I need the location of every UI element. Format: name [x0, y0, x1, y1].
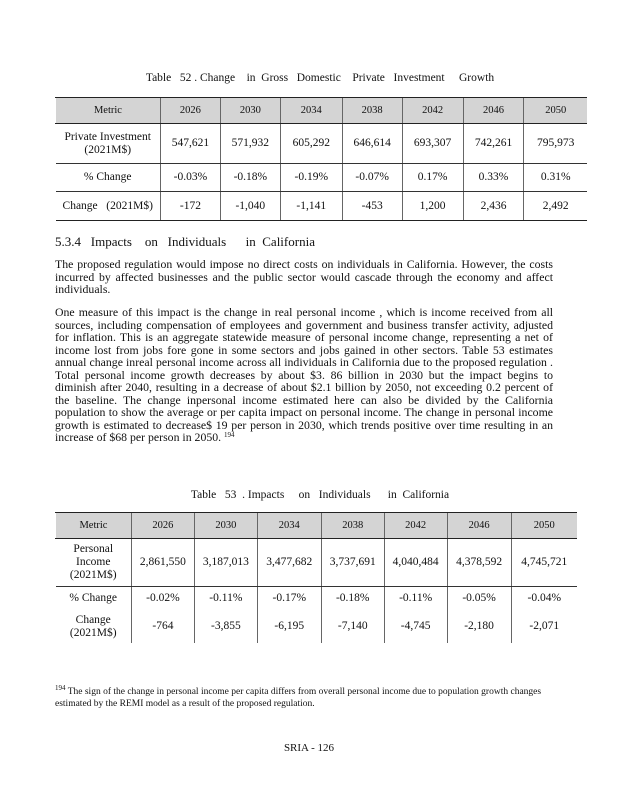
table52-header-2046: 2046: [463, 98, 524, 124]
table-cell: 0.31%: [524, 164, 587, 192]
row-label: Change (2021M$): [56, 192, 161, 221]
table-cell: 2,861,550: [131, 539, 194, 587]
table-cell: -764: [131, 611, 194, 643]
table-cell: -172: [160, 192, 220, 221]
footnote-ref: 194: [224, 431, 235, 439]
table-cell: 571,932: [220, 124, 280, 164]
table53-header-2038: 2038: [321, 513, 384, 539]
table-row: [56, 587, 578, 611]
row-label: % Change: [69, 592, 118, 605]
table-row: [56, 192, 588, 221]
footnote-number: 194: [55, 684, 66, 692]
table52-header-2026: 2026: [160, 98, 220, 124]
table52-header-metric: Metric: [56, 98, 161, 124]
table-cell: -0.18%: [220, 164, 280, 192]
table52-header-2030: 2030: [220, 98, 280, 124]
table52-header-2050: 2050: [524, 98, 587, 124]
table53: [55, 512, 577, 643]
table53-header-2030: 2030: [194, 513, 257, 539]
table-row: [56, 124, 588, 164]
table52-header-2042: 2042: [402, 98, 463, 124]
table-cell: 0.17%: [402, 164, 463, 192]
page-number: SRIA - 126: [283, 742, 335, 754]
table-cell: -1,141: [280, 192, 342, 221]
table-cell: -4,745: [384, 611, 447, 643]
table53-header-row: [56, 513, 578, 539]
table-cell: 1,200: [402, 192, 463, 221]
table-cell: 0.33%: [463, 164, 524, 192]
table-row: [56, 164, 588, 192]
table-cell: -0.02%: [131, 587, 194, 611]
table-cell: 3,477,682: [257, 539, 321, 587]
table-cell: -3,855: [194, 611, 257, 643]
table-row: [56, 539, 578, 587]
table52-header-2034: 2034: [280, 98, 342, 124]
table-cell: 605,292: [280, 124, 342, 164]
table53-header-2050: 2050: [511, 513, 577, 539]
row-label: Personal Income (2021M$): [56, 539, 132, 587]
footnote-text: The sign of the change in personal income per capita differs from overall personal income due to population growth changes estimated by the REMI model as a result of the proposed regulation.: [55, 687, 542, 709]
table-cell: 742,261: [463, 124, 524, 164]
table-cell: -0.11%: [194, 587, 257, 611]
table-cell: -0.03%: [160, 164, 220, 192]
paragraph-1: The proposed regulation would impose no direct costs on individuals in California. However, the costs incurred by affected businesses and the public sector would cascade through the economy and affect individuals.: [55, 257, 553, 296]
table-cell: 795,973: [524, 124, 587, 164]
table52-header-2038: 2038: [342, 98, 402, 124]
table-cell: 646,614: [342, 124, 402, 164]
table-cell: 2,436: [463, 192, 524, 221]
section-heading: 5.3.4 Impacts on Individuals in California: [55, 234, 315, 249]
row-label: Change (2021M$): [69, 613, 117, 639]
table-cell: -7,140: [321, 611, 384, 643]
table-row: [56, 611, 578, 643]
table-cell: -0.19%: [280, 164, 342, 192]
table53-header-2026: 2026: [131, 513, 194, 539]
table-cell: 4,040,484: [384, 539, 447, 587]
table-cell: -0.17%: [257, 587, 321, 611]
row-label: % Change: [56, 164, 161, 192]
paragraph-2-text: One measure of this impact is the change in real personal income , which is income received from all sources, including compensation of employees and government and business transfer activity, adjusted for inflation. This is an aggregate statewide measure of personal income change, representing a net of income lost from jobs fore gone in some sectors and jobs gained in other sectors. Table 53 estimates annual change inreal personal income across all individuals in California due to the proposed regulation . Total personal income growth decreases by about $3. 86 billion in 2030 but the impact begins to diminish after 2040, resulting in a decrease of about $2.1 billion by 2050, not exceeding 0.2 percent of the baseline. The change inpersonal income estimated here can also be divided by the California population to show the average or per capita impact on personal income. The change in personal income growth is estimated to decrease$ 19 per person in 2030, which trends positive over time resulting in an increase of $68 per person in 2050.: [55, 305, 553, 444]
footnote: [55, 686, 555, 710]
table53-caption: Table 53 . Impacts on Individuals in California: [190, 489, 450, 501]
table-cell: 2,492: [524, 192, 587, 221]
table-cell: -2,180: [447, 611, 511, 643]
table-cell: -0.07%: [342, 164, 402, 192]
table-cell: -0.18%: [321, 587, 384, 611]
table52-caption: Table 52 . Change in Gross Domestic Private Investment Growth: [145, 72, 495, 84]
table-cell: 4,378,592: [447, 539, 511, 587]
table-cell: 693,307: [402, 124, 463, 164]
table-cell: -0.04%: [511, 587, 577, 611]
table-cell: 4,745,721: [511, 539, 577, 587]
table53-header-2034: 2034: [257, 513, 321, 539]
table-cell: -1,040: [220, 192, 280, 221]
table-cell: 3,737,691: [321, 539, 384, 587]
table-cell: -0.11%: [384, 587, 447, 611]
table53-header-2042: 2042: [384, 513, 447, 539]
table53-header-2046: 2046: [447, 513, 511, 539]
table-cell: -6,195: [257, 611, 321, 643]
table52: [55, 97, 587, 221]
table52-header-row: [56, 98, 588, 124]
row-label: Private Investment (2021M$): [56, 124, 161, 164]
table-cell: 3,187,013: [194, 539, 257, 587]
table-cell: -0.05%: [447, 587, 511, 611]
table53-header-metric: Metric: [56, 513, 132, 539]
table-cell: -453: [342, 192, 402, 221]
table-cell: 547,621: [160, 124, 220, 164]
table-cell: -2,071: [511, 611, 577, 643]
paragraph-2: [55, 306, 553, 444]
